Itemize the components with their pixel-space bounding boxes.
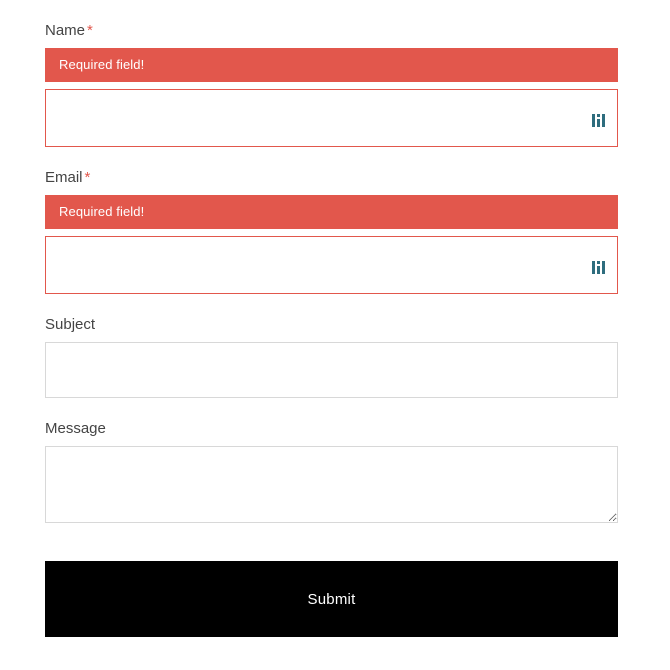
subject-input[interactable]	[45, 342, 618, 398]
required-marker-email: *	[84, 169, 91, 186]
field-subject	[45, 294, 618, 398]
lastpass-icon[interactable]	[592, 109, 608, 127]
name-input[interactable]	[45, 89, 618, 147]
label-name-text: Name	[45, 22, 86, 39]
contact-form	[45, 0, 618, 637]
error-message-email: Required field!	[45, 195, 618, 229]
submit-row	[45, 561, 618, 637]
label-email	[45, 147, 618, 195]
lastpass-icon[interactable]	[592, 256, 608, 274]
required-marker-name: *	[87, 22, 93, 39]
field-message	[45, 398, 618, 523]
message-textarea[interactable]	[45, 446, 618, 523]
label-message-text: Message	[45, 420, 106, 437]
email-input[interactable]	[45, 236, 618, 294]
field-name	[45, 0, 618, 147]
submit-button[interactable]: Submit	[45, 561, 618, 637]
label-subject-text: Subject	[45, 316, 96, 333]
input-row-message	[45, 446, 618, 523]
label-message	[45, 398, 618, 446]
label-subject	[45, 294, 618, 342]
error-message-name: Required field!	[45, 48, 618, 82]
input-row-email	[45, 236, 618, 294]
input-row-subject	[45, 342, 618, 398]
field-email	[45, 147, 618, 294]
label-email-text: Email	[45, 169, 83, 186]
input-row-name	[45, 89, 618, 147]
label-name	[45, 0, 618, 48]
